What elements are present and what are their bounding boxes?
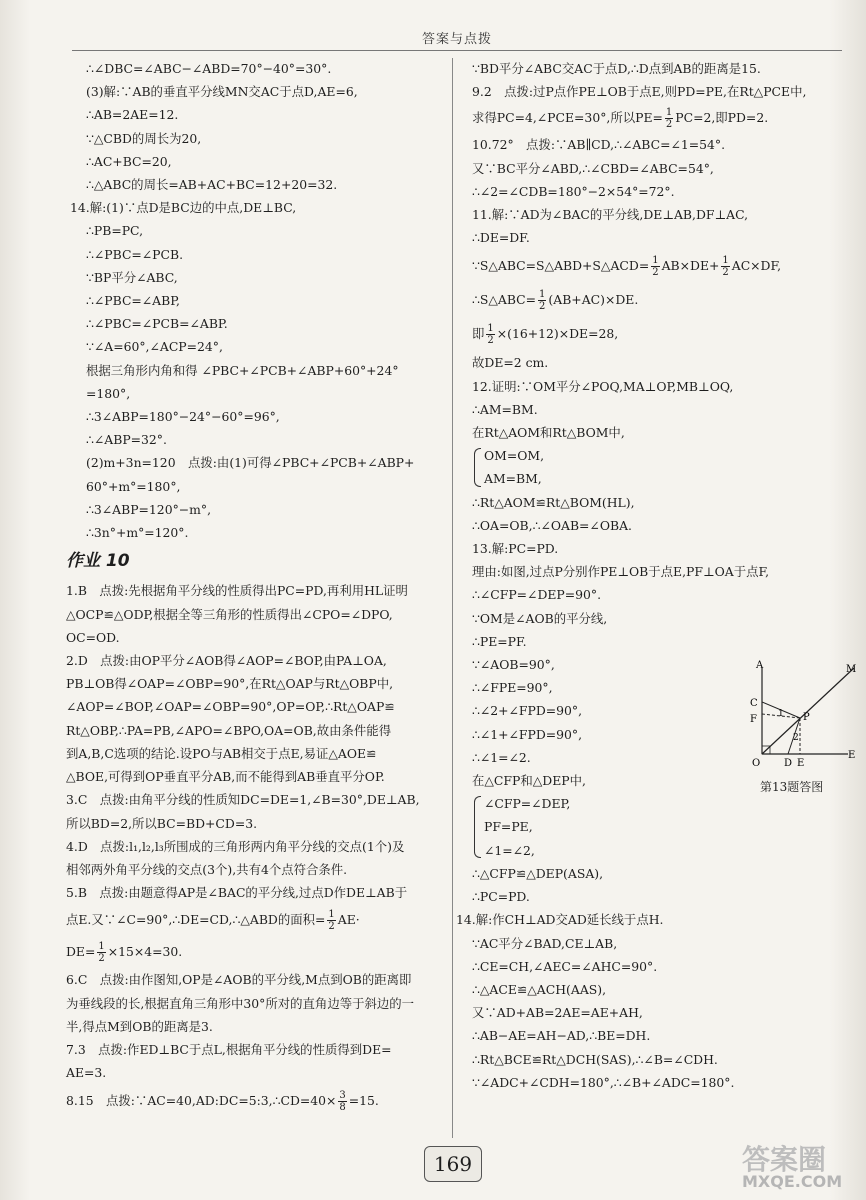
text-line: 在Rt△AOM和Rt△BOM中, (472, 425, 625, 441)
fraction-denominator: 2 (328, 921, 335, 933)
page-header: 答案与点拨 (421, 32, 492, 47)
text-line: 7.3 点拨:作ED⊥BC于点L,根据角平分线的性质得到DE= (66, 1041, 392, 1057)
text-line: ∴AC+BC=20, (86, 153, 172, 169)
text-line (472, 103, 852, 133)
text-span: (AB+AC)×DE. (548, 292, 639, 308)
text-line: 9.2 点拨:过P点作PE⊥OB于点E,则PD=PE,在Rt△PCE中, (472, 84, 807, 100)
text-line: 又∵BC平分∠ABD,∴∠CBD=∠ABC=54°, (472, 160, 714, 176)
text-span: ×15×4=30. (107, 944, 183, 960)
text-line: 相邻两外角平分线的交点(3个),共有4个点符合条件. (66, 861, 348, 877)
column-divider (452, 58, 453, 1138)
text-span: =15. (348, 1093, 379, 1109)
text-line: ∴△CFP≌△DEP(ASA), (472, 865, 604, 881)
fraction (651, 255, 659, 278)
text-line: △BOE,可得到OP垂直平分AB,而不能得到AB垂直平分OP. (66, 769, 385, 785)
text-line: ∴∠2=∠CDB=180°−2×54°=72°. (472, 183, 675, 199)
text-line: ∴∠FPE=90°, (472, 680, 553, 696)
fraction-numerator: 1 (487, 323, 494, 335)
fraction-denominator: 2 (98, 953, 105, 965)
text-line: ∴△ABC的周长=AB+AC+BC=12+20=32. (86, 177, 338, 193)
figure-caption: 第13题答图 (760, 780, 824, 794)
text-line: ∵∠AOB=90°, (472, 657, 555, 673)
text-line: 11.解:∵AD为∠BAC的平分线,DE⊥AB,DF⊥AC, (472, 207, 749, 223)
fraction (486, 323, 494, 346)
text-line: ∴PB=PC, (86, 223, 144, 239)
text-line: ∴Rt△AOM≌Rt△BOM(HL), (472, 494, 635, 510)
text-line: (2)m+3n=120 点拨:由(1)可得∠PBC+∠PCB+∠ABP+ (86, 455, 415, 471)
text-line: ∵BD平分∠ABC交AC于点D,∴D点到AB的距离是15. (472, 61, 761, 76)
text-line: ∠1=∠2, (484, 842, 535, 858)
text-line: 半,得点M到OB的距离是3. (66, 1018, 213, 1034)
text-line: OC=OD. (66, 629, 120, 645)
label-angle-2: 2 (793, 733, 799, 743)
text-span: AE· (337, 912, 360, 928)
text-span: 求得PC=4,∠PCE=30°,所以PE= (472, 110, 663, 126)
text-line: ∵△CBD的周长为20, (86, 130, 202, 146)
text-line: ∵BP平分∠ABC, (86, 269, 178, 285)
text-line: ∴∠1+∠FPD=90°, (472, 726, 583, 742)
text-line (472, 249, 852, 283)
text-line (66, 904, 448, 936)
text-span: ∴S△ABC= (472, 292, 537, 308)
label-m: M (846, 664, 857, 675)
text-span: 8.15 点拨:∵AC=40,AD:DC=5:3,∴CD=40× (66, 1093, 337, 1109)
text-line: 故DE=2 cm. (472, 355, 549, 371)
text-line: 1.B 点拨:先根据角平分线的性质得出PC=PD,再利用HL证明 (66, 583, 408, 599)
page-number: 169 (424, 1146, 482, 1182)
label-e-foot: E (797, 758, 805, 769)
text-line: 为垂线段的长,根据直角三角形中30°所对的直角边等于斜边的一 (66, 995, 415, 1011)
text-line: Rt△OBP,∴PA=PB,∠APO=∠BPO,OA=OB,故由条件能得 (66, 722, 392, 738)
text-line: 5.B 点拨:由题意得AP是∠BAC的平分线,过点D作DE⊥AB于 (66, 885, 408, 901)
text-line: ∴Rt△BCE≌Rt△DCH(SAS),∴∠B=∠CDH. (472, 1051, 718, 1067)
fraction-denominator: 2 (722, 267, 729, 279)
fraction (538, 289, 546, 312)
text-line: ∵∠ADC+∠CDH=180°,∴∠B+∠ADC=180°. (472, 1074, 735, 1090)
text-line: OM=OM, (484, 448, 545, 464)
fraction-numerator: 1 (652, 255, 659, 267)
text-line (472, 283, 852, 317)
fraction (338, 1090, 346, 1113)
text-line: ∴3∠ABP=120°−m°, (86, 501, 212, 517)
text-line: 13.解:PC=PD. (472, 541, 559, 557)
watermark-url: MXQE.COM (742, 1172, 843, 1191)
text-line: ∠CFP=∠DEP, (484, 796, 571, 812)
fraction (327, 909, 335, 932)
text-span: ×(16+12)×DE=28, (496, 326, 619, 342)
text-span: ∵S△ABC=S△ABD+S△ACD= (472, 258, 650, 274)
text-span: DE= (66, 944, 96, 960)
text-line: 14.解:作CH⊥AD交AD延长线于点H. (456, 912, 664, 928)
label-e-axis: E (848, 750, 856, 761)
text-line: ∴∠ABP=32°. (86, 432, 167, 448)
bisector-om (762, 668, 854, 754)
text-line: AE=3. (66, 1065, 107, 1081)
text-line: 10.72° 点拨:∵AB∥CD,∴∠ABC=∠1=54°. (472, 137, 726, 153)
text-line: ∴∠2+∠FPD=90°, (472, 703, 583, 719)
fraction-denominator: 8 (339, 1102, 346, 1114)
watermark-logo: 答案圈 (742, 1143, 827, 1176)
label-f: F (750, 714, 757, 725)
header-rule (72, 50, 842, 51)
label-d: D (784, 758, 793, 769)
label-o: O (752, 758, 761, 769)
text-line (66, 1084, 448, 1118)
text-line: 14.解:(1)∵点D是BC边的中点,DE⊥BC, (70, 200, 297, 216)
text-line: 12.证明:∵OM平分∠POQ,MA⊥OP,MB⊥OQ, (472, 378, 734, 394)
text-line: ∴DE=DF. (472, 230, 530, 246)
text-line: 60°+m°=180°, (86, 478, 181, 494)
text-line: 根据三角形内角和得 ∠PBC+∠PCB+∠ABP+60°+24° (86, 362, 399, 378)
fraction-numerator: 1 (539, 289, 546, 301)
text-line: ∴AB−AE=AH−AD,∴BE=DH. (472, 1028, 651, 1044)
text-line (472, 317, 852, 351)
text-span: AB×DE+ (661, 258, 720, 274)
text-line: ∠AOP=∠BOP,∠OAP=∠OBP=90°,OP=OP,∴Rt△OAP≌ (66, 699, 395, 715)
text-line: ∴OA=OB,∴∠OAB=∠OBA. (472, 517, 632, 533)
text-line: 所以BD=2,所以BC=BD+CD=3. (66, 815, 258, 831)
text-line: 理由:如图,过点P分别作PE⊥OB于点E,PF⊥OA于点F, (472, 564, 770, 580)
system-brace (472, 792, 852, 862)
text-span: PC=2,即PD=2. (675, 110, 769, 126)
text-line: 在△CFP和△DEP中, (472, 773, 586, 789)
text-line: ∴∠DBC=∠ABC−∠ABD=70°−40°=30°. (86, 61, 332, 76)
fraction-denominator: 2 (487, 335, 494, 347)
text-line: ∴PE=PF. (472, 633, 527, 649)
fraction (97, 941, 105, 964)
text-line: 到A,B,C选项的结论.设PO与AB相交于点E,易证△AOE≌ (66, 745, 377, 761)
section-title: 作业 10 (66, 551, 130, 572)
text-line: 6.C 点拨:由作图知,OP是∠AOB的平分线,M点到OB的距离即 (66, 972, 412, 988)
text-line: 3.C 点拨:由角平分线的性质知DC=DE=1,∠B=30°,DE⊥AB, (66, 792, 420, 808)
text-line: ∴∠PBC=∠ABP, (86, 293, 180, 309)
fraction-numerator: 1 (665, 107, 673, 119)
text-line: 2.D 点拨:由OP平分∠AOB得∠AOP=∠BOP,由PA⊥OA, (66, 653, 387, 669)
label-a: A (756, 660, 764, 671)
text-line: ∵OM是∠AOB的平分线, (472, 610, 608, 626)
text-line: 又∵AD+AB=2AE=AE+AH, (472, 1005, 643, 1021)
text-line: ∴CE=CH,∠AEC=∠AHC=90°. (472, 958, 658, 974)
fraction-numerator: 1 (722, 255, 729, 267)
fraction-denominator: 2 (652, 267, 659, 279)
fraction-numerator: 1 (98, 941, 105, 953)
text-line: △OCP≌△ODP,根据全等三角形的性质得出∠CPO=∠DPO, (66, 606, 393, 622)
text-line: =180°, (86, 385, 131, 401)
text-line: ∴AM=BM. (472, 401, 538, 417)
text-line: ∴AB=2AE=12. (86, 107, 179, 123)
fraction-numerator: 1 (328, 909, 335, 921)
fraction (665, 107, 673, 130)
text-line: ∵∠A=60°,∠ACP=24°, (86, 339, 223, 355)
text-line: ∴△ACE≌△ACH(AAS), (472, 981, 607, 997)
text-line: ∴∠CFP=∠DEP=90°. (472, 587, 602, 603)
text-line: ∴PC=PD. (472, 889, 530, 905)
fraction-denominator: 2 (665, 119, 673, 131)
left-column (66, 57, 448, 1118)
figure-svg (748, 660, 858, 780)
text-line: ∴3n°+m°=120°. (86, 525, 189, 541)
label-angle-1: 1 (778, 709, 784, 719)
text-span: 即 (472, 326, 485, 342)
fraction-numerator: 3 (339, 1090, 346, 1102)
text-line: AM=BM, (484, 471, 542, 487)
system-brace (472, 444, 852, 490)
text-line: ∴∠1=∠2. (472, 749, 531, 765)
text-line: ∴∠PBC=∠PCB. (86, 246, 184, 262)
text-line: (3)解:∵AB的垂直平分线MN交AC于点D,AE=6, (86, 84, 358, 100)
text-line: 4.D 点拨:l₁,l₂,l₃所围成的三角形两内角平分线的交点(1个)及 (66, 838, 405, 854)
text-line: PF=PE, (484, 819, 533, 835)
fraction (721, 255, 729, 278)
text-line (66, 936, 448, 968)
label-p: P (803, 712, 810, 723)
text-span: AC×DF, (731, 258, 782, 274)
label-c: C (750, 698, 758, 709)
text-line: ∵AC平分∠BAD,CE⊥AB, (472, 935, 618, 951)
text-line: PB⊥OB得∠OAP=∠OBP=90°,在Rt△OAP与Rt△OBP中, (66, 676, 394, 692)
text-span: 点E.又∵∠C=90°,∴DE=CD,∴△ABD的面积= (66, 912, 326, 928)
text-line: ∴3∠ABP=180°−24°−60°=96°, (86, 409, 280, 425)
fraction-denominator: 2 (539, 301, 546, 313)
right-column (456, 57, 852, 1094)
text-line: ∴∠PBC=∠PCB=∠ABP. (86, 316, 228, 332)
